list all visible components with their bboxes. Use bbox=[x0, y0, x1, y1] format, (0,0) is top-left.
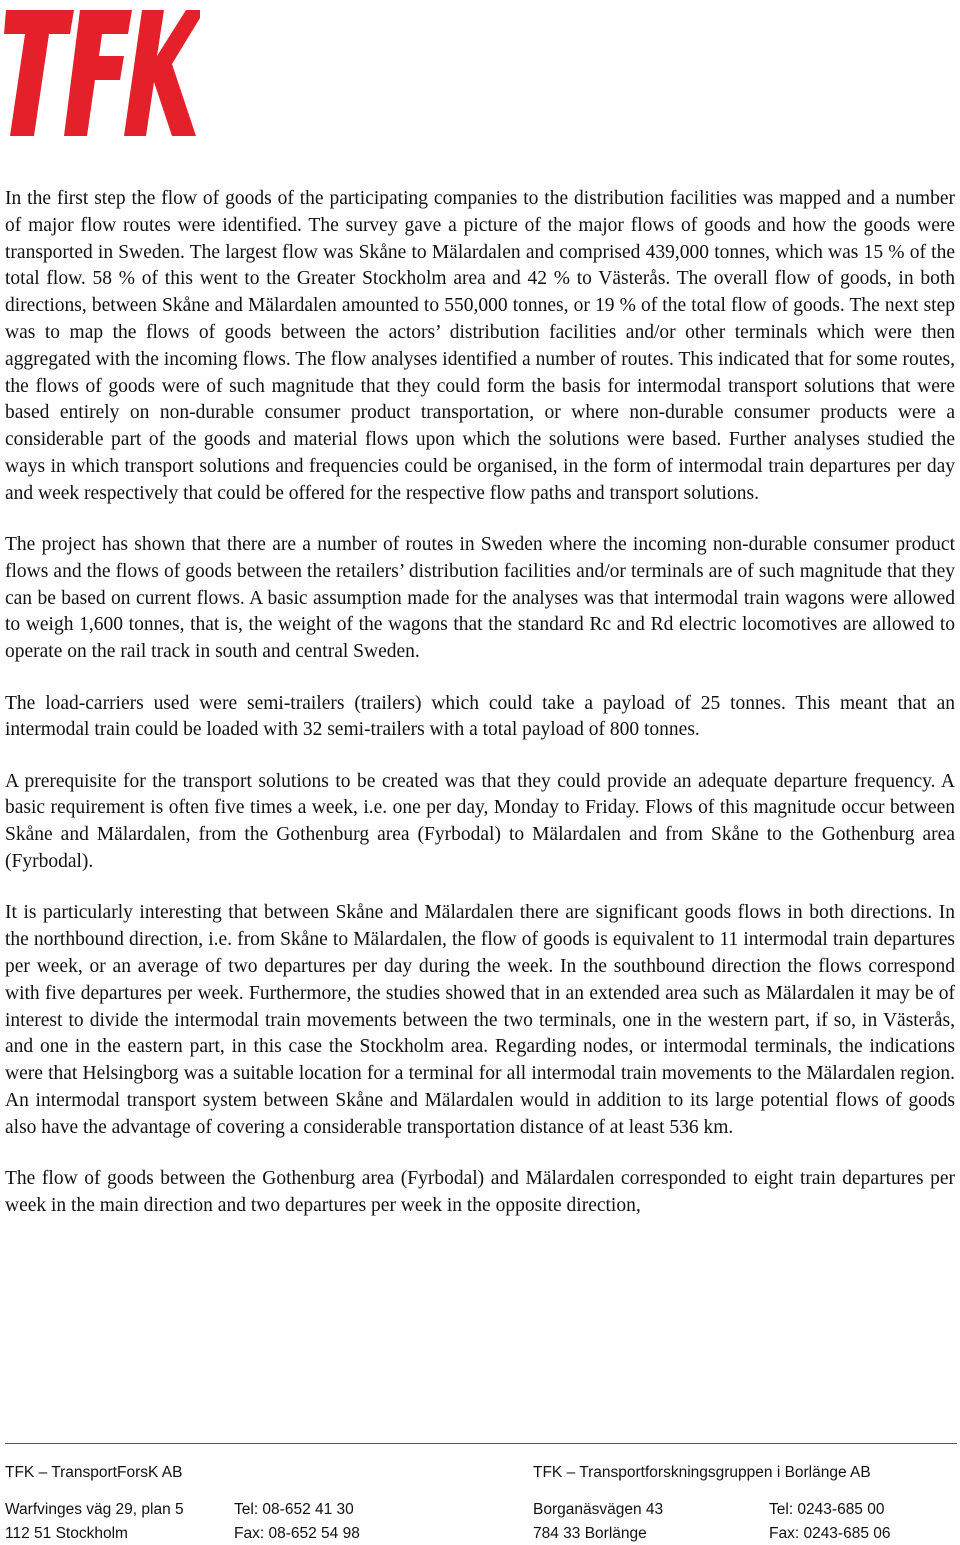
tfk-logo-graphic bbox=[4, 4, 200, 138]
paragraph: The flow of goods between the Gothenburg area (Fyrbodal) and Mälardalen corresponded to eight train departures per week in the main direction and two departures per week in the opposite direction, bbox=[5, 1168, 955, 1216]
footer-street-stockholm: Warfvinges väg 29, plan 5 bbox=[5, 1501, 184, 1518]
paragraph: A prerequisite for the transport solutions to be created was that they could provide an adequate departure frequency. A basic requirement is often five times a week, i.e. one per day, Monday to Friday. Flows of this magnitude occur between Skåne and Mälardalen, from the Gothenburg area (Fyrbodal) to Mälardalen and from Skåne to the Gothenburg area (Fyrbodal). bbox=[5, 770, 955, 873]
footer-city-stockholm: 112 51 Stockholm bbox=[5, 1525, 128, 1542]
footer-street-borlange: Borganäsvägen 43 bbox=[533, 1501, 664, 1518]
paragraph: It is particularly interesting that between Skåne and Mälardalen there are significant goods flows in both directions. In the northbound direction, i.e. from Skåne to Mälardalen, the flow of goods is equivalent to 11 intermodal train departures per week, or an average of two departures per day during the week. In the southbound direction the flows correspond with five departures per week. Furthermore, the studies showed that in an extended area such as Mälardalen it may be of interest to divide the intermodal train movements between the two terminals, one in the western part, if so, in Västerås, and one in the eastern part, in this case the Stockholm area. Regarding nodes, or intermodal terminals, the indications were that Helsingborg was a suitable location for a terminal for all intermodal train movements to the Mälardalen region. An intermodal transport system between Skåne and Mälardalen would in addition to its large potential flows of goods also have the advantage of covering a considerable transportation distance of at least 536 km. bbox=[5, 902, 955, 1138]
page-footer bbox=[5, 1443, 957, 1544]
footer-fax-stockholm: Fax: 08-652 54 98 bbox=[234, 1525, 360, 1542]
document-body bbox=[5, 186, 955, 1244]
paragraph: The project has shown that there are a number of routes in Sweden where the incoming non-durable consumer product flows and the flows of goods between the retailers’ distribution facilities and/or terminals are of such magnitude that they can be based on current flows. A basic assumption made for the analyses was that intermodal train wagons were allowed to weigh 1,600 tonnes, that is, the weight of the wagons that the standard Rc and Rd electric locomotives are allowed to operate on the rail track in south and central Sweden. bbox=[5, 534, 955, 663]
footer-fax-borlange: Fax: 0243-685 06 bbox=[769, 1525, 891, 1542]
footer-org-stockholm: TFK – TransportForsK AB bbox=[5, 1464, 183, 1481]
paragraph: The load-carriers used were semi-trailers (trailers) which could take a payload of 25 tonnes. This meant that an intermodal train could be loaded with 32 semi-trailers with a total payload of 800 tonnes. bbox=[5, 692, 955, 741]
tfk-logo bbox=[4, 4, 200, 138]
footer-org-borlange: TFK – Transportforskningsgruppen i Borlänge AB bbox=[533, 1464, 871, 1481]
footer-tel-borlange: Tel: 0243-685 00 bbox=[769, 1501, 885, 1518]
paragraph: In the first step the flow of goods of the participating companies to the distribution facilities was mapped and a number of major flow routes were identified. The survey gave a picture of the major flows of goods and how the goods were transported in Sweden. The largest flow was Skåne to Mälardalen and comprised 439,000 tonnes, which was 15 % of the total flow. 58 % of this went to the Greater Stockholm area and 42 % to Västerås. The overall flow of goods, in both directions, between Skåne and Mälardalen amounted to 550,000 tonnes, or 19 % of the total flow of goods. The next step was to map the flows of goods between the actors’ distribution facilities and/or other terminals which were then aggregated with the incoming flows. The flow analyses identified a number of routes. This indicated that for some routes, the flows of goods were of such magnitude that they could form the basis for intermodal transport solutions that were based entirely on non-durable consumer product transportation, or where non-durable consumer products were a considerable part of the goods and material flows upon which the solutions were based. Further analyses studied the ways in which transport solutions and frequencies could be organised, in the form of intermodal train departures per day and week respectively that could be offered for the respective flow paths and transport solutions. bbox=[5, 188, 955, 504]
footer-tel-stockholm: Tel: 08-652 41 30 bbox=[234, 1501, 354, 1518]
footer-city-borlange: 784 33 Borlänge bbox=[533, 1525, 647, 1542]
